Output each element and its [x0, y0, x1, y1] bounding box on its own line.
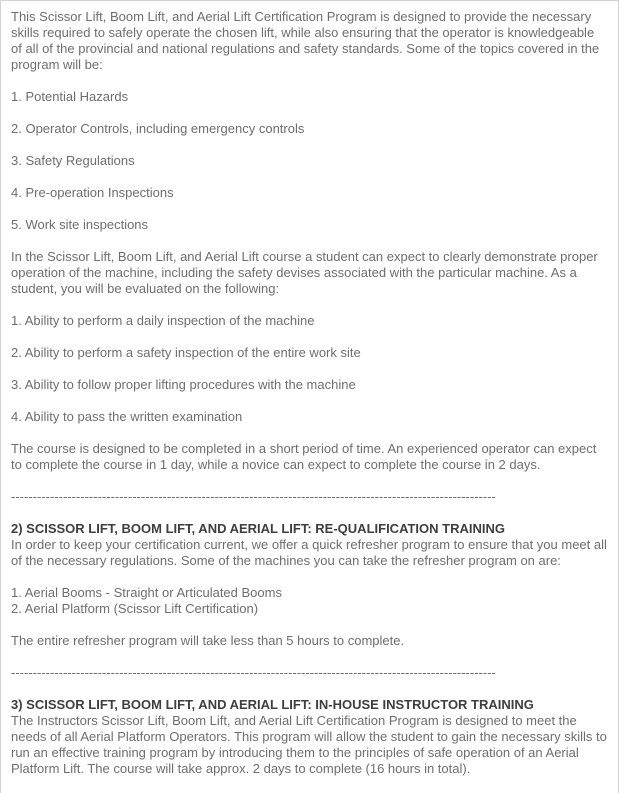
evaluation-list-item: 4. Ability to pass the written examination: [11, 409, 243, 424]
machines-list-item: 2. Aerial Platform (Scissor Lift Certification): [11, 601, 259, 616]
machines-list: [11, 585, 608, 617]
refresher-duration-paragraph: The entire refresher program will take less than 5 hours to complete.: [11, 633, 405, 648]
machines-list-item: 1. Aerial Booms - Straight or Articulated Booms: [11, 585, 282, 600]
topics-list-item: 4. Pre-operation Inspections: [11, 185, 174, 200]
dashed-divider: ----------------------------------------------------------------------------------------------------------------: [11, 489, 496, 504]
section3-heading: 3) SCISSOR LIFT, BOOM LIFT, AND AERIAL LIFT: IN-HOUSE INSTRUCTOR TRAINING: [11, 697, 534, 712]
intro-paragraph: This Scissor Lift, Boom Lift, and Aerial Lift Certification Program is designed to provide the necessary skills required to safely operate the chosen lift, while also ensuring that the operator is knowledgeable of all of the provincial and national regulations and safety standards. Some of the topics covered in the program will be:: [11, 9, 600, 72]
section2-heading: 2) SCISSOR LIFT, BOOM LIFT, AND AERIAL LIFT: RE-QUALIFICATION TRAINING: [11, 521, 505, 536]
section3-paragraph: The Instructors Scissor Lift, Boom Lift, and Aerial Lift Certification Program is designed to meet the needs of all Aerial Platform Operators. This program will allow the student to gain the necessary skills to run an effective training program by introducing them to the principles of safe operation of an Aerial Platform Lift. The course will take approx. 2 days to complete (16 hours in total).: [11, 713, 607, 776]
evaluation-list-item: 2. Ability to perform a safety inspection of the entire work site: [11, 345, 361, 360]
evaluation-list-item: 3. Ability to follow proper lifting procedures with the machine: [11, 377, 356, 392]
dashed-divider: ----------------------------------------------------------------------------------------------------------------: [11, 665, 496, 680]
topics-list-item: 5. Work site inspections: [11, 217, 149, 232]
topics-list-item: 3. Safety Regulations: [11, 153, 135, 168]
expectations-paragraph: In the Scissor Lift, Boom Lift, and Aerial Lift course a student can expect to clearly demonstrate proper operation of the machine, including the safety devises associated with the particular machine. As a student, you will be evaluated on the following:: [11, 249, 598, 296]
evaluation-list-item: 1. Ability to perform a daily inspection of the machine: [11, 313, 315, 328]
section2-paragraph: In order to keep your certification current, we offer a quick refresher program to ensure that you meet all of the necessary regulations. Some of the machines you can take the refresher program on are:: [11, 537, 607, 568]
topics-list-item: 2. Operator Controls, including emergency controls: [11, 121, 305, 136]
topics-list-item: 1. Potential Hazards: [11, 89, 129, 104]
duration-paragraph: The course is designed to be completed in a short period of time. An experienced operator can expect to complete the course in 1 day, while a novice can expect to complete the course in 2 days.: [11, 441, 597, 472]
